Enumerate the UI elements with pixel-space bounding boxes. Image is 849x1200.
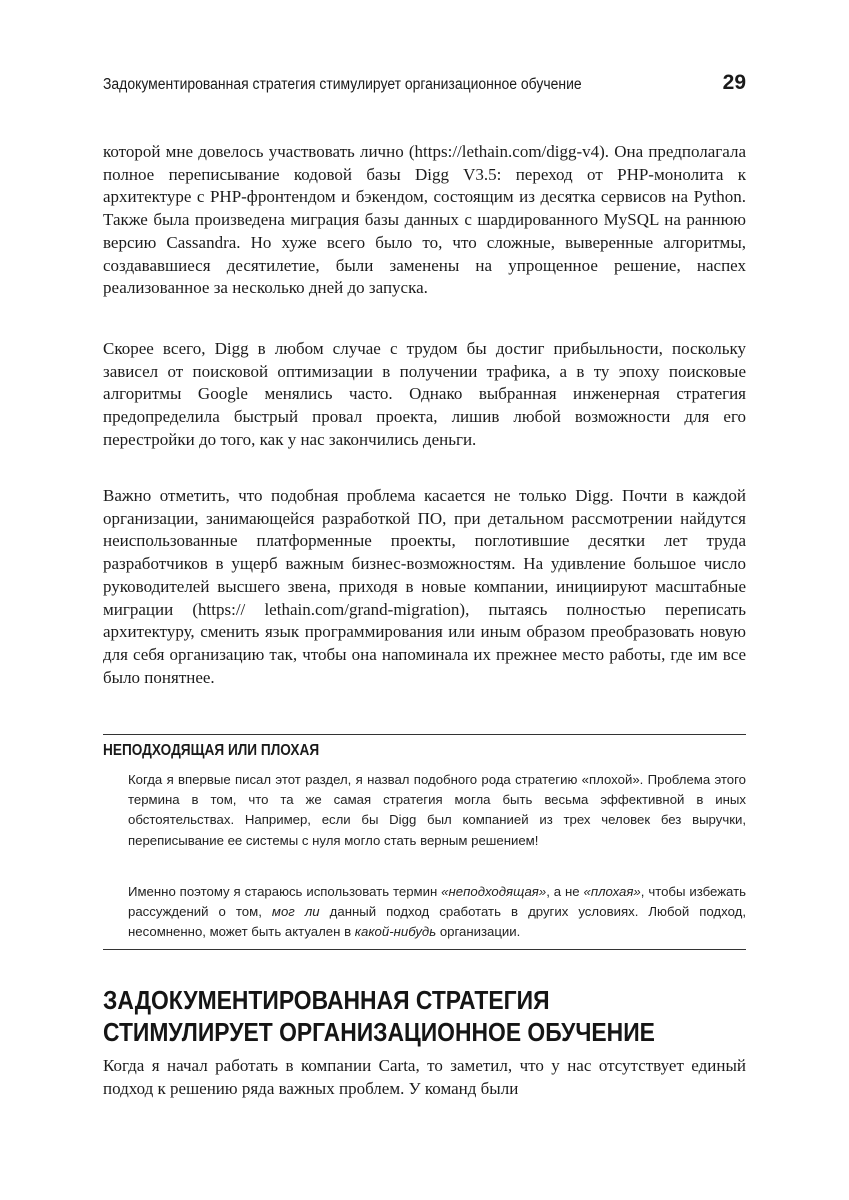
sidebar-text-run: , чтобы избежать рассуждений о том, — [128, 884, 746, 920]
body-paragraph: Важно отметить, что подобная проблема касается не только Digg. Почти в каждой организации, занимающейся разработкой ПО, при детальном рассмотрении найдутся неиспользованные платформенные проекты, поглотившие десятки лет труда разработчиков в ущерб важным бизнес-возможностям. На удивление большое число руководителей высшего звена, приходя в новые компании, инициируют масштабные миграции (https:// lethain.com/grand-migration), пытаясь полностью переписать архитектуру, сменить язык программирования или иным образом преобразовать новую для себя организацию так, чтобы она напоминала их прежнее место работы, где им все было понятнее. — [103, 486, 746, 687]
page-number: 29 — [722, 71, 746, 94]
sidebar-emphasis: мог ли — [271, 904, 320, 920]
sidebar-paragraph — [128, 882, 746, 943]
body-paragraph: Когда я начал работать в компании Carta, то заметил, что у нас отсутствует единый подход к решению ряда важных проблем. У команд были — [103, 1056, 746, 1098]
sidebar-text-run: , а не — [546, 884, 584, 899]
running-header — [103, 71, 746, 100]
running-title: Задокументированная стратегия стимулирует организационное обучение — [103, 76, 582, 93]
sidebar-text-run: организации. — [436, 924, 521, 940]
sidebar-title: НЕПОДХОДЯЩАЯ ИЛИ ПЛОХАЯ — [103, 742, 320, 759]
sidebar-paragraph: Когда я впервые писал этот раздел, я назвал подобного рода стратегию «плохой». Проблема этого термина в том, что та же самая стратегия могла быть весьма эффективной в иных обстоятельствах. Например, если бы Digg был компанией из трех человек без выручки, переписывание ее системы с нуля могло стать верным решением! — [128, 772, 746, 848]
body-paragraph: Скорее всего, Digg в любом случае с трудом бы достиг прибыльности, поскольку зависел от поисковой оптимизации в получении трафика, а в ту эпоху поисковые алгоритмы Google менялись часто. Однако выбранная инженерная стратегия предопределила быстрый провал проекта, лишив любой возможности для его перестройки до того, как у нас закончились деньги. — [103, 339, 746, 449]
sidebar-emphasis: «неподходящая» — [441, 884, 547, 899]
sidebar-emphasis: какой-нибудь — [354, 924, 437, 940]
sidebar-text-run: данный подход сработать в других условиях. Любой подход, несомненно, может быть актуален в — [128, 904, 746, 940]
body-paragraph: которой мне довелось участвовать лично (https://lethain.com/digg-v4). Она предполагала полное переписывание кодовой базы Digg V3.5: переход от PHP-монолита к архитектуре с PHP-фронтендом и бэкендом, состоящим из десятка сервисов на Python. Также была произведена миграция базы данных с шардированного MySQL на раннюю версию Cassandra. Но хуже всего было то, что сложные, выверенные алгоритмы, создававшиеся десятилетие, были заменены на упрощенное решение, наспех реализованное за несколько дней до запуска. — [103, 142, 746, 298]
sidebar-emphasis: «плохая» — [583, 884, 641, 899]
sidebar-box — [103, 734, 746, 950]
section-heading: ЗАДОКУМЕНТИРОВАННАЯ СТРАТЕГИЯ СТИМУЛИРУЕТ ОРГАНИЗАЦИОННОЕ ОБУЧЕНИЕ — [103, 985, 655, 1047]
sidebar-text-run: Именно поэтому я стараюсь использовать термин — [128, 884, 442, 899]
